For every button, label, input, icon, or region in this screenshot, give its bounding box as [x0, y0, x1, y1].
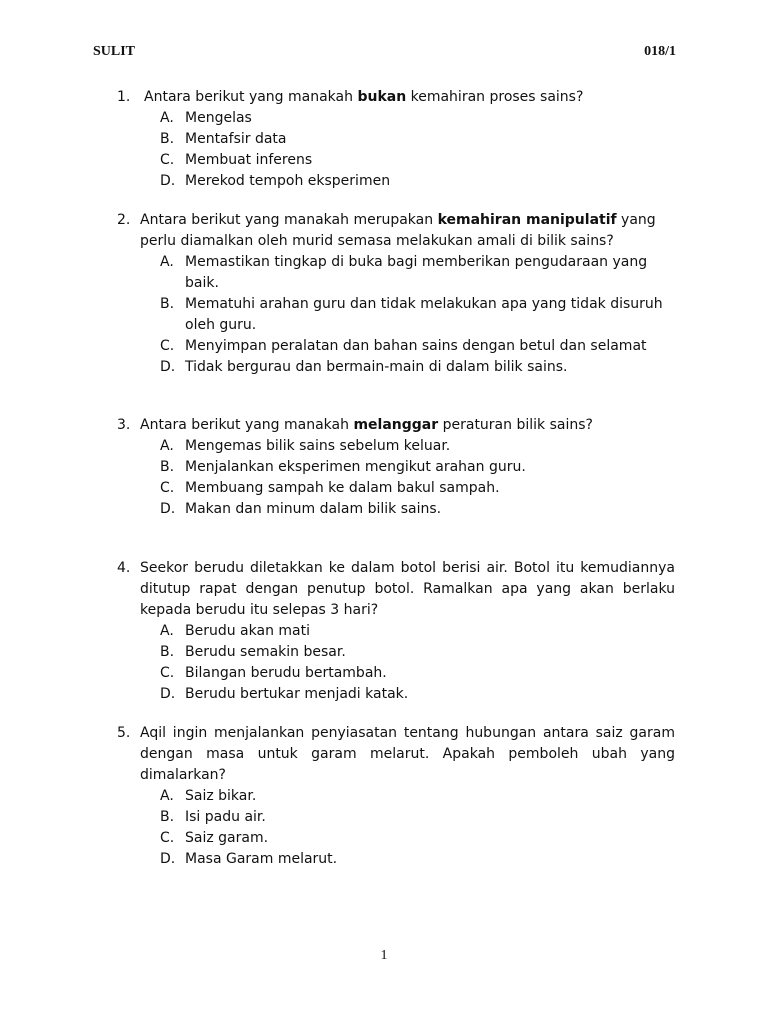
question-number: 2. — [117, 212, 131, 228]
question-2 — [117, 210, 675, 378]
question-4 — [117, 558, 675, 705]
question-number: 5. — [117, 725, 131, 741]
option-b[interactable]: B. Isi padu air. — [160, 809, 266, 825]
question-number: 4. — [117, 560, 131, 576]
option-d[interactable]: D. Berudu bertukar menjadi katak. — [160, 686, 409, 702]
question-1 — [117, 87, 675, 192]
option-a[interactable]: A. Mengelas — [160, 110, 252, 126]
option-a[interactable]: A. Berudu akan mati — [160, 623, 310, 639]
stem-emphasis: bukan — [357, 89, 407, 105]
option-c[interactable]: C. Menyimpan peralatan dan bahan sains dengan betul dan selamat — [160, 338, 647, 354]
question-5 — [117, 723, 675, 870]
answer-options — [160, 252, 675, 378]
question-stem: Antara berikut yang manakah merupakan kemahiran manipulatif yang perlu diamalkan oleh murid semasa melakukan amali di bilik sains? — [140, 212, 656, 249]
option-b[interactable]: B. Berudu semakin besar. — [160, 644, 346, 660]
question-number: 1. — [117, 89, 131, 105]
option-b[interactable]: B. Mentafsir data — [160, 131, 287, 147]
header-paper-code: 018/1 — [644, 44, 676, 59]
stem-emphasis: melanggar — [353, 417, 439, 433]
option-c[interactable]: C. Bilangan berudu bertambah. — [160, 665, 387, 681]
option-d[interactable]: D. Tidak bergurau dan bermain-main di dalam bilik sains. — [160, 359, 568, 375]
question-stem: Aqil ingin menjalankan penyiasatan tentang hubungan antara saiz garam dengan masa untuk garam melarut. Apakah pemboleh ubah yang dimalarkan? — [140, 725, 675, 783]
question-number: 3. — [117, 417, 131, 433]
page-number: 1 — [380, 948, 388, 963]
option-a[interactable]: A. Saiz bikar. — [160, 788, 257, 804]
option-d[interactable]: D. Masa Garam melarut. — [160, 851, 338, 867]
option-b[interactable]: B. Mematuhi arahan guru dan tidak melakukan apa yang tidak disuruh oleh guru. — [160, 296, 663, 333]
option-c[interactable]: C. Membuang sampah ke dalam bakul sampah. — [160, 480, 500, 496]
stem-emphasis: kemahiran manipulatif — [437, 212, 617, 228]
answer-options — [160, 786, 675, 870]
answer-options — [160, 108, 675, 192]
option-b[interactable]: B. Menjalankan eksperimen mengikut arahan guru. — [160, 459, 526, 475]
question-stem: Antara berikut yang manakah bukan kemahiran proses sains? — [144, 89, 584, 105]
question-stem: Antara berikut yang manakah melanggar peraturan bilik sains? — [140, 417, 593, 433]
answer-options — [160, 621, 675, 705]
option-c[interactable]: C. Saiz garam. — [160, 830, 269, 846]
question-stem: Seekor berudu diletakkan ke dalam botol berisi air. Botol itu kemudiannya ditutup rapat dengan penutup botol. Ramalkan apa yang akan berlaku kepada berudu itu selepas 3 hari? — [140, 560, 675, 618]
question-3 — [117, 415, 675, 520]
option-a[interactable]: A. Mengemas bilik sains sebelum keluar. — [160, 438, 451, 454]
option-d[interactable]: D. Makan dan minum dalam bilik sains. — [160, 501, 442, 517]
header-classification: SULIT — [93, 44, 136, 59]
option-c[interactable]: C. Membuat inferens — [160, 152, 313, 168]
answer-options — [160, 436, 675, 520]
option-a[interactable]: A. Memastikan tingkap di buka bagi memberikan pengudaraan yang baik. — [160, 254, 648, 291]
option-d[interactable]: D. Merekod tempoh eksperimen — [160, 173, 391, 189]
